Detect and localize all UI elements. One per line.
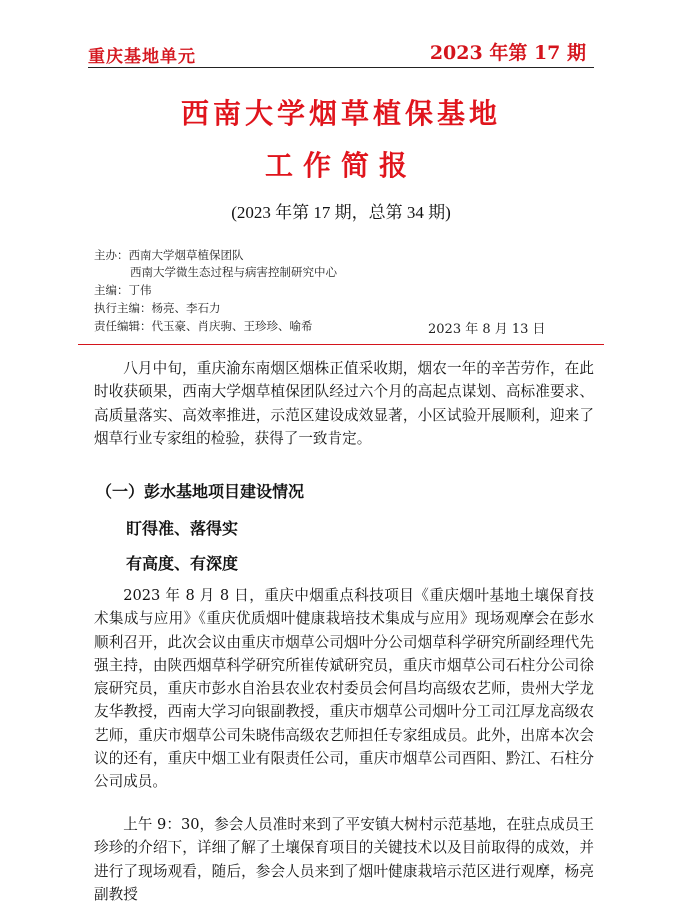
intro-paragraph: 八月中旬，重庆渝东南烟区烟株正值采收期，烟农一年的辛苦劳作，在此时收获硕果，西南大学烟草植保团队经过六个月的高起点谋划、高标准要求、高质量落实、高效率推进，示范区建设成效显著，小区试验开展顺利，迎来了烟草行业专家组的检验，获得了一致肯定。 xyxy=(94,360,594,447)
header-divider xyxy=(88,67,594,68)
header-unit: 重庆基地单元 xyxy=(88,47,196,67)
issue-number: (2023 年第 17 期，总第 34 期) xyxy=(231,203,451,222)
section-heading: （一）彭水基地项目建设情况 xyxy=(96,482,305,501)
body-paragraph-2: 上午 9：30，参会人员准时来到了平安镇大树村示范基地，在驻点成员王珍珍的介绍下，详细了解了土壤保育项目的关键技术以及目前取得的成效，并进行了现场观看，随后，参会人员来到了烟叶健康栽培示范区进行观摩，杨亮副教授 xyxy=(94,816,594,903)
meta-chief-editor: 主编：丁伟 xyxy=(94,283,152,297)
meta-sponsor: 主办：西南大学烟草植保团队 xyxy=(94,248,244,262)
meta-resp-editor: 责任编辑：代玉豪、肖庆驹、王珍珍、喻希 xyxy=(94,319,313,333)
subheading-1: 盯得准、落得实 xyxy=(126,519,239,538)
red-divider xyxy=(78,344,604,345)
meta-date: 2023 年 8 月 13 日 xyxy=(428,322,546,337)
body-paragraph: 2023 年 8 月 8 日，重庆中烟重点科技项目《重庆烟叶基地土壤保育技术集成与应用》《重庆优质烟叶健康栽培技术集成与应用》现场观摩会在彭水顺利召开，此次会议由重庆市烟草公司烟叶分公司烟草科学研究所副经理代先强主持，由陕西烟草科学研究所崔传斌研究员，重庆市烟草公司石柱分公司徐宸研究员，重庆市彭水自治县农业农村委员会何昌均高级农艺师，贵州大学龙友华教授，西南大学习向银副教授，重庆市烟草公司烟叶分工司江厚龙高级农艺师，重庆市烟草公司朱晓伟高级农艺师担任专家组成员。此外，出席本次会议的还有，重庆中烟工业有限责任公司，重庆市烟草公司酉阳、黔江、石柱分公司成员。 xyxy=(94,587,594,791)
meta-exec-editor: 执行主编：杨亮、李石力 xyxy=(94,301,221,315)
header-issue-tag: 2023 年第 17 期 xyxy=(429,42,586,64)
meta-sponsor-2: 西南大学微生态过程与病害控制研究中心 xyxy=(130,265,337,279)
bulletin-title: 西南大学烟草植保基地 xyxy=(180,97,501,130)
subheading-2: 有高度、有深度 xyxy=(126,554,239,573)
bulletin-subtitle: 工作简报 xyxy=(264,149,417,182)
